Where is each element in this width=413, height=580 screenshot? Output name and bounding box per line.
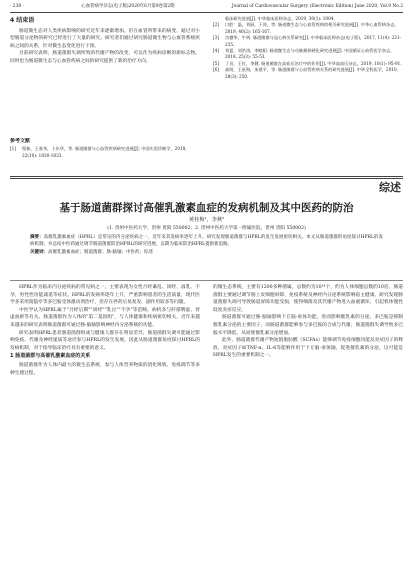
keywords-label: 关键词： <box>30 249 48 255</box>
abstract <box>30 234 383 249</box>
paragraph: 肠道菌群可通过肠-脑轴影响下丘脑-垂体功能，进而影响催乳素的分泌。多巴胺是抑制催乳素分泌的主要因子，而肠道菌群能够参与多巴胺的合成与代谢，肠道菌群失调导致多巴胺水平降低，从而使催乳素分泌增加。 <box>213 315 403 336</box>
keywords <box>30 249 383 256</box>
reference-item: 临床研究进展[J]. 中华临床医师杂志，2019, 30(1): 1004. <box>225 16 335 21</box>
references-left <box>10 138 200 174</box>
article-authors: 黄桂梅¹，李燕² <box>188 217 225 223</box>
prev-article-left-column <box>10 16 200 116</box>
page-number: · 238 · <box>10 4 24 9</box>
article-divider-thin <box>10 178 403 179</box>
header-rule <box>10 12 403 13</box>
abstract-block <box>30 234 383 256</box>
column-tag: 综述 <box>379 181 401 194</box>
abstract-label: 摘要： <box>30 235 44 240</box>
paragraph: 研究表明HPRL患者肠道菌群组成与健康人群存在明显差异，肠道菌群失调可能通过影响免疫、代谢及神经递质等途径参与HPRL的发生发展。因此从肠道菌群角度探讨HPRL的发病机制，对于指导临床治疗具有重要的意义。 <box>10 330 200 351</box>
abstract-text: 高催乳激素血症（HPRL）是常见的内分泌疾病之一，近年来其发病率逐年上升。研究发现肠道菌群与HPRL的发生发展密切相关。本文从肠道菌群的角度探讨HPRL的发病机制，并总结中医药通过调节肠道菌群防治HPRL的研究进展，以期为临床防治HPRL提供新思路。 <box>30 235 383 248</box>
reference-item: [4] 刘夏，刘洪涛，李晓阳. 肠道微生态与动脉粥样硬化研究进展[J]. 中国循证心血管医学杂志，2018, 25(3): 55-53. <box>213 48 395 60</box>
reference-item: [3] 肖德华，牛明. 肠道菌群与冠心病关系研究[J]. 中华临床医师杂志(电子版)，2017, 11(4): 231-235. <box>213 35 401 47</box>
body-left-column <box>10 284 200 576</box>
body-right-column <box>213 284 403 576</box>
reference-item: [6] 高明，王星海，朱建平，等. 肠道菌群与心血管疾病关系的研究进展[J]. 中华全科医学，2010, 28(3): 250. <box>213 67 399 79</box>
paragraph: 肠道菌群作为人体内最大的微生态系统，参与人体营养物质的消化吸收、免疫调节等多种生理过程。 <box>10 362 200 376</box>
reference-item: [2] 口腔：温，刘丽，于涛，等. 肠道微生态与心血管疾病的相关研究进展[J]. 中华心血管病杂志，2019, 40(2): 165-167. <box>213 22 399 34</box>
paragraph: 中医学认为HPRL属于"月经后期""闭经""乳泣""不孕"等范畴，病机多与肝郁脾虚、肾虚血瘀等有关。肠道菌群作为人体的"第二基因组"，与人体健康和疾病密切相关，近年来越来越多的研究表明肠道菌群可通过肠-脑轴影响神经内分泌系统的功能。 <box>10 307 200 328</box>
running-header <box>10 4 403 10</box>
abstract-rule <box>10 280 403 281</box>
article-divider <box>10 176 403 177</box>
journal-title-en: Journal of Cardiovascular Surgery (Electronic Edition) June 2020, Vol.9 No.2 <box>231 4 403 9</box>
paragraph: 肠道微生态对人类疾病影响的研究近年来逐渐增加。但在血管所带来的病变、通过对小型肠道分泌物的研究已经进行了大量的研究。研究者们通过研究肠道微生物与心血管系统疾病之间的关系，针对微生态变化进行干预。 <box>10 28 200 49</box>
article-title: 基于肠道菌群探讨高催乳激素血症的发病机制及其中医药的防治 <box>59 202 354 214</box>
references-right <box>213 16 403 174</box>
keywords-text: 高催乳激素血症；肠道菌群；肠-脑轴；中医药；综述 <box>48 249 154 255</box>
journal-title-cn: 心血管病学杂志(电子版)2020年6月第9卷第2期 <box>81 4 175 9</box>
paragraph: 的微生态系统，主要有1200多种菌属，总数约为10¹⁴个，约为人体细胞总数的10倍。肠道菌群主要通过调节肠上皮细胞屏障、免疫系统及神经内分泌系统影响宿主健康。研究发现肠道菌群失调可导致肠道屏障功能受损，使得细菌及其代谢产物进入血液循环，引起机体慢性低度炎症反应。 <box>213 285 403 313</box>
reference-item: [1] 倪新，王春华，卜庆华，等. 肠道菌群与心血管疾病研究进展[J]. 中国实验诊断学，2018，22(10): 1830-1833. <box>10 146 190 158</box>
paragraph: 目前研究表明，肠道菌群失调所致的代谢产物的改变，可以作为疾病诊断的新标志物。同时也为肠道微生态与心血管疾病之间的研究提供了新的治疗方向。 <box>10 51 200 64</box>
paragraph: 此外，肠道菌群代谢产物短链脂肪酸（SCFAs）能够调节免疫细胞功能及炎症因子的释放，炎症因子如TNF-α、IL-6等能够作用于下丘脑-垂体轴，促进催乳素的分泌，这可能是HPRL发生的重要机制之一。 <box>213 338 403 359</box>
paragraph: HPRL作为临床内分泌疾病的常见病之一，主要表现为女性月经紊乱、闭经、溢乳、不孕，男性性功能减退等症状。HPRL的发病率逐年上升，严重影响患者的生活质量，现代医学多采用溴隐亭等多巴胺受体激动剂治疗，但存在停药后易复发、副作用较多等问题。 <box>10 285 200 306</box>
article-affiliation: (1. 贵州中医药大学，贵州 贵阳 550002；2. 贵州中医药大学第一附属医院，贵州 贵阳 550002) <box>107 226 306 231</box>
reference-item: [5] 丁贝，王红，李健. 肠道菌群在高血压治疗中的作用[J]. 中华高血压杂志，2019, 10(1): 95-91. <box>213 60 402 66</box>
subsection-heading: 1 肠道菌群与高催乳激素血症的关系 <box>10 353 91 360</box>
section-heading: 4 结束语 <box>10 17 35 24</box>
references-heading: 参考文献 <box>10 138 31 144</box>
